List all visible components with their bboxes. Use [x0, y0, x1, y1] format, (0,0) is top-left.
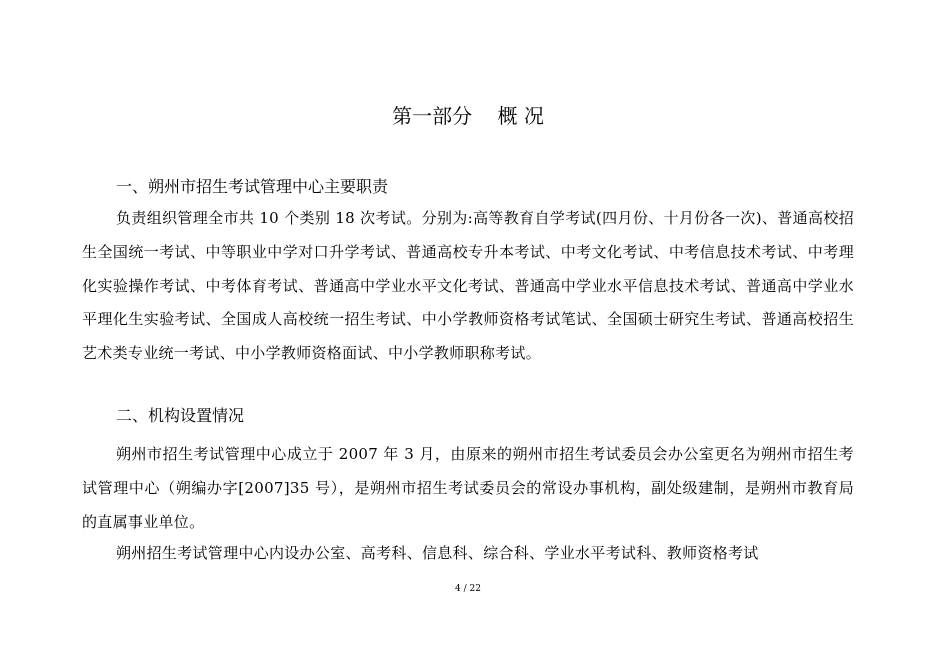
- page-number: 4 / 22: [455, 584, 481, 594]
- paragraph-organization-history: 朔州市招生考试管理中心成立于 2007 年 3 月，由原来的朔州市招生考试委员会办公室更名为朔州市招生考试管理中心（朔编办字[2007]35 号），是朔州市招生考试委员会的常设办事机构，副处级建制，是朔州市教育局的直属事业单位。: [82, 445, 854, 531]
- section-heading-organization: 二、机构设置情况: [116, 406, 245, 425]
- page-title: 第一部分 概 况: [392, 104, 544, 128]
- paragraph-duties: 负责组织管理全市共 10 个类别 18 次考试。分别为:高等教育自学考试(四月份、十月份各一次)、普通高校招生全国统一考试、中等职业中学对口升学考试、普通高校专升本考试、中考文化考试、中考信息技术考试、中考理化实验操作考试、中考体育考试、普通高中学业水平文化考试、普通高中学业水平信息技术考试、普通高中学业水平理化生实验考试、全国成人高校统一招生考试、中小学教师资格考试笔试、全国硕士研究生考试、普通高校招生艺术类专业统一考试、中小学教师资格面试、中小学教师职称考试。: [82, 209, 854, 363]
- section-heading-duties: 一、朔州市招生考试管理中心主要职责: [116, 177, 389, 196]
- paragraph-organization-departments: 朔州招生考试管理中心内设办公室、高考科、信息科、综合科、学业水平考试科、教师资格考试: [116, 544, 759, 562]
